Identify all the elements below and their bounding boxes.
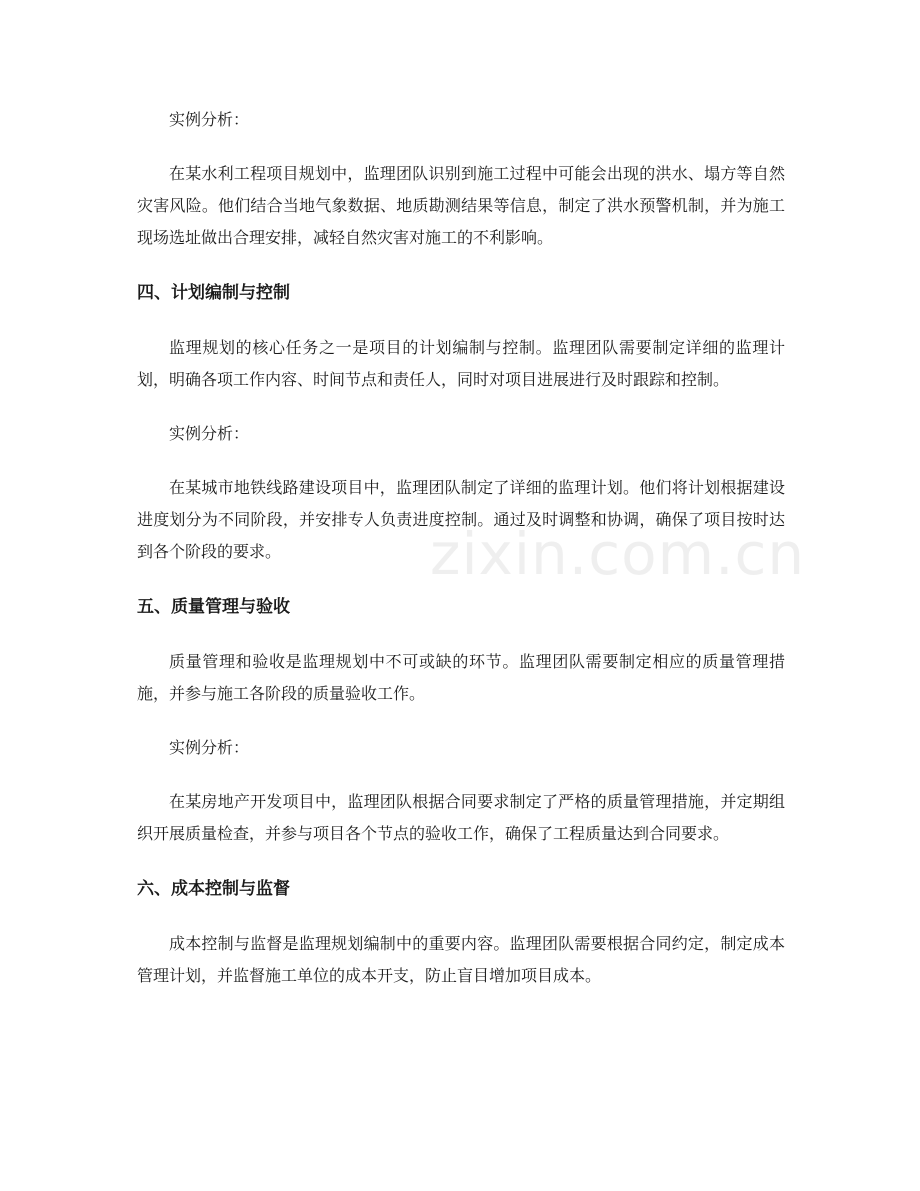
- watermark: zixin.com.cn: [430, 520, 806, 588]
- example-label: 实例分析：: [169, 110, 250, 129]
- section-heading: 四、计划编制与控制: [137, 283, 290, 303]
- example-label: 实例分析：: [169, 738, 250, 757]
- body-paragraph: 监理规划的核心任务之一是项目的计划编制与控制。监理团队需要制定详细的监理计划，明确各项工作内容、时间节点和责任人，同时对项目进展进行及时跟踪和控制。: [137, 338, 785, 389]
- section-heading: 六、成本控制与监督: [137, 879, 290, 899]
- document-body: [137, 104, 785, 992]
- body-paragraph: 质量管理和验收是监理规划中不可或缺的环节。监理团队需要制定相应的质量管理措施，并参与施工各阶段的质量验收工作。: [137, 652, 785, 703]
- example-paragraph: 在某城市地铁线路建设项目中，监理团队制定了详细的监理计划。他们将计划根据建设进度划分为不同阶段，并安排专人负责进度控制。通过及时调整和协调，确保了项目按时达到各个阶段的要求。: [137, 478, 785, 561]
- body-paragraph: 成本控制与监督是监理规划编制中的重要内容。监理团队需要根据合同约定，制定成本管理计划，并监督施工单位的成本开支，防止盲目增加项目成本。: [137, 934, 785, 985]
- example-paragraph: 在某房地产开发项目中，监理团队根据合同要求制定了严格的质量管理措施，并定期组织开展质量检查，并参与项目各个节点的验收工作，确保了工程质量达到合同要求。: [137, 792, 785, 843]
- example-paragraph: 在某水利工程项目规划中，监理团队识别到施工过程中可能会出现的洪水、塌方等自然灾害风险。他们结合当地气象数据、地质勘测结果等信息，制定了洪水预警机制，并为施工现场选址做出合理安排，减轻自然灾害对施工的不利影响。: [137, 164, 785, 247]
- section-heading: 五、质量管理与验收: [137, 597, 290, 617]
- example-label: 实例分析：: [169, 424, 250, 443]
